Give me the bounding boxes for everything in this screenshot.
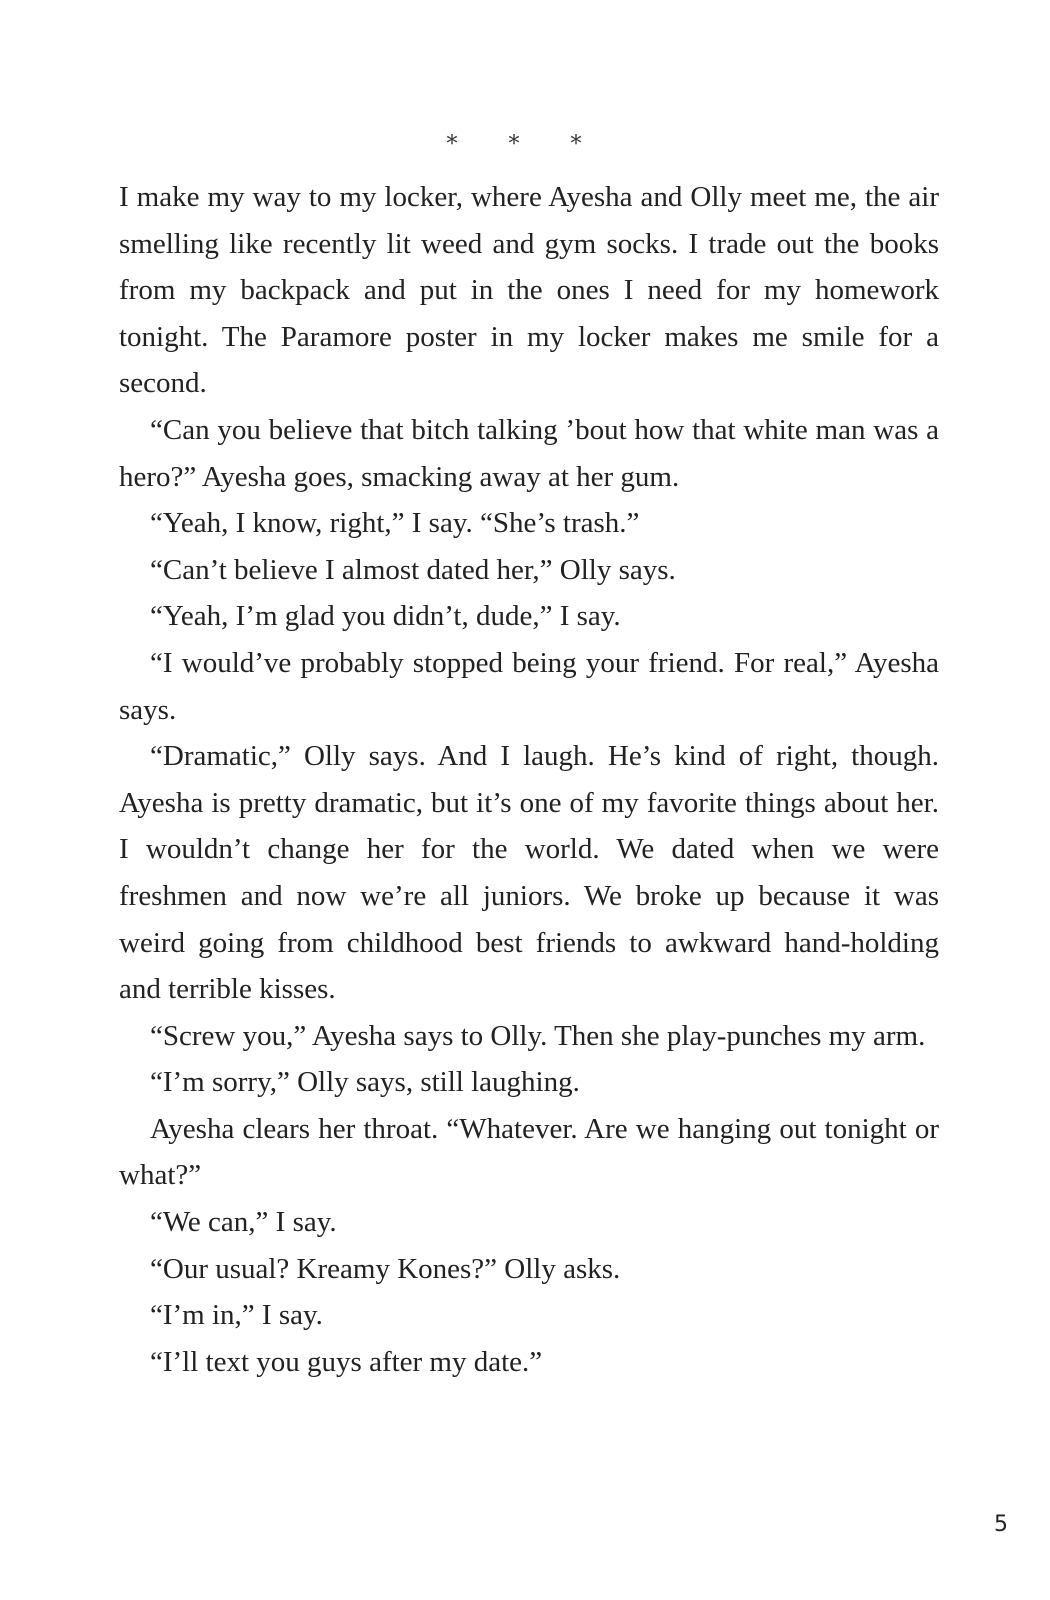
paragraph-1: I make my way to my locker, where Ayesha and Olly meet me, the air smelling like recently lit weed and gym socks. I trade out the books from my backpack and put in the ones I need for my homework tonight. The Paramore poster in my locker makes me smile for a second. (119, 181, 939, 400)
paragraph-11: “We can,” I say. (150, 1206, 337, 1239)
page-number: 5 (994, 1512, 1008, 1537)
paragraph-4: “Can’t believe I almost dated her,” Olly says. (150, 553, 676, 586)
paragraph-6: “I would’ve probably stopped being your friend. For real,” Ayesha says. (119, 646, 939, 726)
paragraph-7: “Dramatic,” Olly says. And I laugh. He’s kind of right, though. Ayesha is pretty dramatic, but it’s one of my favorite things about her. I wouldn’t change her for the world. We dated when we were freshmen and now we’re all juniors. We broke up because it was weird going from childhood best friends to awkward hand-holding and terrible kisses. (119, 740, 939, 1006)
paragraph-14: “I’ll text you guys after my date.” (150, 1345, 543, 1378)
paragraph-2: “Can you believe that bitch talking ’bout how that white man was a hero?” Ayesha goes, smacking away at her gum. (119, 413, 939, 493)
paragraph-9: “I’m sorry,” Olly says, still laughing. (150, 1066, 580, 1099)
paragraph-12: “Our usual? Kreamy Kones?” Olly asks. (150, 1252, 621, 1285)
scene-break-asterisks: * * * (446, 132, 604, 157)
paragraph-5: “Yeah, I’m glad you didn’t, dude,” I say. (150, 600, 621, 633)
paragraph-13: “I’m in,” I say. (150, 1299, 323, 1332)
paragraph-8: “Screw you,” Ayesha says to Olly. Then she play-punches my arm. (150, 1019, 926, 1052)
body-text (119, 174, 939, 1385)
paragraph-10: Ayesha clears her throat. “Whatever. Are we hanging out tonight or what?” (119, 1112, 939, 1192)
paragraph-3: “Yeah, I know, right,” I say. “She’s trash.” (150, 507, 640, 540)
